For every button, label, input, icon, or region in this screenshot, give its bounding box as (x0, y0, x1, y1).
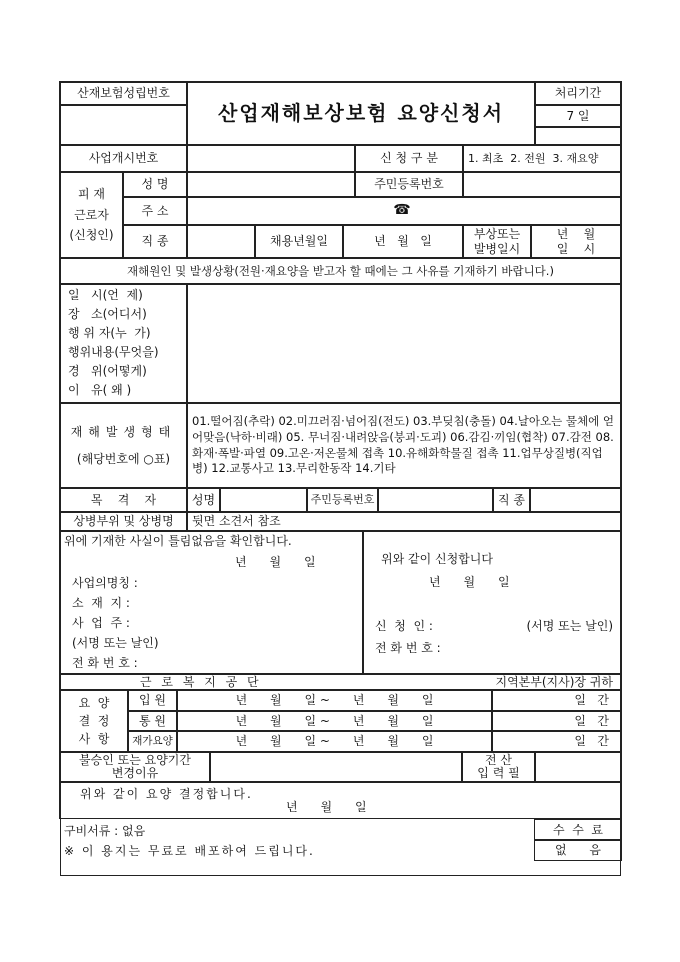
entry-field[interactable] (535, 752, 621, 782)
applicant-phone-label: 전 화 번 호 : (375, 641, 441, 655)
cause-item: 장 소(어디서) (68, 307, 147, 321)
decision-label: 요 양 결 정 사 항 (60, 690, 128, 752)
phone-icon: ☎ (393, 202, 411, 219)
accident-type-label: 재해발생형태 (70, 424, 177, 439)
period-blank (535, 127, 621, 145)
cause-heading: 재해원인 및 발생상황(전원·재요양을 받고자 할 때에는 그 사유를 기재하기 바랍니다.) (60, 258, 621, 284)
rrn-label: 주민등록번호 (355, 172, 463, 197)
employer-sign-note: (서명 또는 날인) (72, 636, 159, 650)
accident-type-sublabel: (해당번호에 ○표) (76, 451, 171, 466)
cause-item: 행 위 자(누 가) (68, 326, 151, 340)
employer-location-label: 소 재 지 : (72, 596, 130, 610)
decision-range[interactable]: 년 월 일 ~ 년 월 일 (177, 690, 492, 711)
decision-type: 입 원 (128, 690, 177, 711)
name-label: 성 명 (123, 172, 187, 197)
applicant-sign-note: (서명 또는 날인) (526, 619, 613, 633)
required-docs: 구비서류 : 없음 (64, 824, 146, 838)
final-decision (60, 782, 621, 818)
decision-days[interactable]: 일 간 (492, 731, 621, 752)
apply-type-options[interactable]: 1. 최초 2. 전원 3. 재요양 (463, 145, 621, 172)
job-label: 직 종 (123, 225, 187, 258)
addressee-row (60, 674, 621, 690)
addressee-recipient: 지역본부(지사)장 귀하 (495, 674, 613, 689)
injury-part-value: 뒷면 소견서 참조 (187, 512, 621, 531)
applicant-label: 신 청 인 : (375, 619, 433, 633)
injury-date-field[interactable]: 년 월 일 시 (531, 225, 621, 258)
witness-name-field[interactable] (220, 488, 307, 512)
rejection-label: 불승인 또는 요양기간 변경이유 (60, 752, 210, 782)
free-note: ※ 이 용지는 무료로 배포하여 드립니다. (64, 844, 315, 858)
employer-name-label: 사업의명칭 : (72, 576, 138, 590)
form-title: 산업재해보상보험 요양신청서 (187, 82, 535, 145)
witness-name-label: 성명 (187, 488, 220, 512)
applicant-statement: 위와 같이 신청합니다 (381, 552, 493, 566)
cause-item: 행위내용(무엇을) (68, 345, 159, 359)
period-value: 7 일 (535, 105, 621, 127)
reg-no-label: 산재보험성립번호 (60, 82, 187, 105)
injury-part-label: 상병부위 및 상병명 (60, 512, 187, 531)
cause-item: 경 위(어떻게) (68, 364, 147, 378)
fee-label: 수 수 료 (535, 820, 621, 840)
applicant-block (363, 531, 621, 674)
cause-field[interactable] (187, 284, 621, 403)
address-field[interactable] (187, 197, 621, 225)
witness-rrn-label: 주민등록번호 (307, 488, 378, 512)
period-label: 처리기간 (535, 82, 621, 105)
rejection-field[interactable] (210, 752, 462, 782)
reg-no-field[interactable] (60, 105, 187, 145)
witness-label: 목 격 자 (60, 488, 187, 512)
employer-date: 년 월 일 (235, 555, 316, 569)
cause-items (60, 284, 187, 403)
accident-type-label-cell (60, 403, 187, 488)
address-label: 주 소 (123, 197, 187, 225)
injury-date-label: 부상또는 발병일시 (463, 225, 531, 258)
applicant-date: 년 월 일 (429, 575, 510, 589)
employer-owner-label: 사 업 주 : (72, 616, 130, 630)
biz-no-field[interactable] (187, 145, 355, 172)
job-field[interactable] (187, 225, 255, 258)
employer-statement: 위에 기재한 사실이 틀림없음을 확인합니다. (64, 534, 292, 548)
fee-value: 없 음 (535, 840, 621, 860)
rrn-field[interactable] (463, 172, 621, 197)
decision-days[interactable]: 일 간 (492, 690, 621, 711)
hire-date-field[interactable]: 년 월 일 (343, 225, 463, 258)
decision-type: 재가요양 (128, 731, 177, 752)
apply-type-label: 신 청 구 분 (355, 145, 463, 172)
witness-rrn-field[interactable] (378, 488, 493, 512)
name-field[interactable] (187, 172, 355, 197)
cause-item: 이 유( 왜 ) (68, 383, 132, 397)
employer-phone-label: 전 화 번 호 : (72, 656, 138, 670)
decision-type: 통 원 (128, 711, 177, 731)
final-statement: 위와 같이 요양 결정합니다. (80, 787, 253, 801)
witness-job-label: 직 종 (493, 488, 530, 512)
employer-confirm (60, 531, 363, 674)
decision-days[interactable]: 일 간 (492, 711, 621, 731)
biz-no-label: 사업개시번호 (60, 145, 187, 172)
addressee-org: 근 로 복 지 공 단 (140, 674, 262, 689)
final-date: 년 월 일 (286, 800, 367, 814)
worker-group-label: 피 재 근로자 (신청인) (60, 172, 123, 258)
decision-range[interactable]: 년 월 일 ~ 년 월 일 (177, 731, 492, 752)
cause-item: 일 시(언 제) (68, 288, 143, 302)
decision-range[interactable]: 년 월 일 ~ 년 월 일 (177, 711, 492, 731)
entry-label: 전 산 입 력 필 (462, 752, 535, 782)
hire-date-label: 채용년월일 (255, 225, 343, 258)
accident-type-options[interactable]: 01.떨어짐(추락) 02.미끄러짐·넘어짐(전도) 03.부딪침(충돌) 04.날아오는 물체에 얻어맞음(낙하·비래) 05. 무너짐·내려앉음(붕괴·도괴) 06.감김·끼임(협착) 07.감전 08.화재·폭발·파열 09.고온·저온물체 접촉 10.유해화학물질 접촉 11.업무상질병(직업병) 12.교통사고 13.무리한동작 14.기타 (187, 403, 621, 488)
witness-job-field[interactable] (530, 488, 621, 512)
